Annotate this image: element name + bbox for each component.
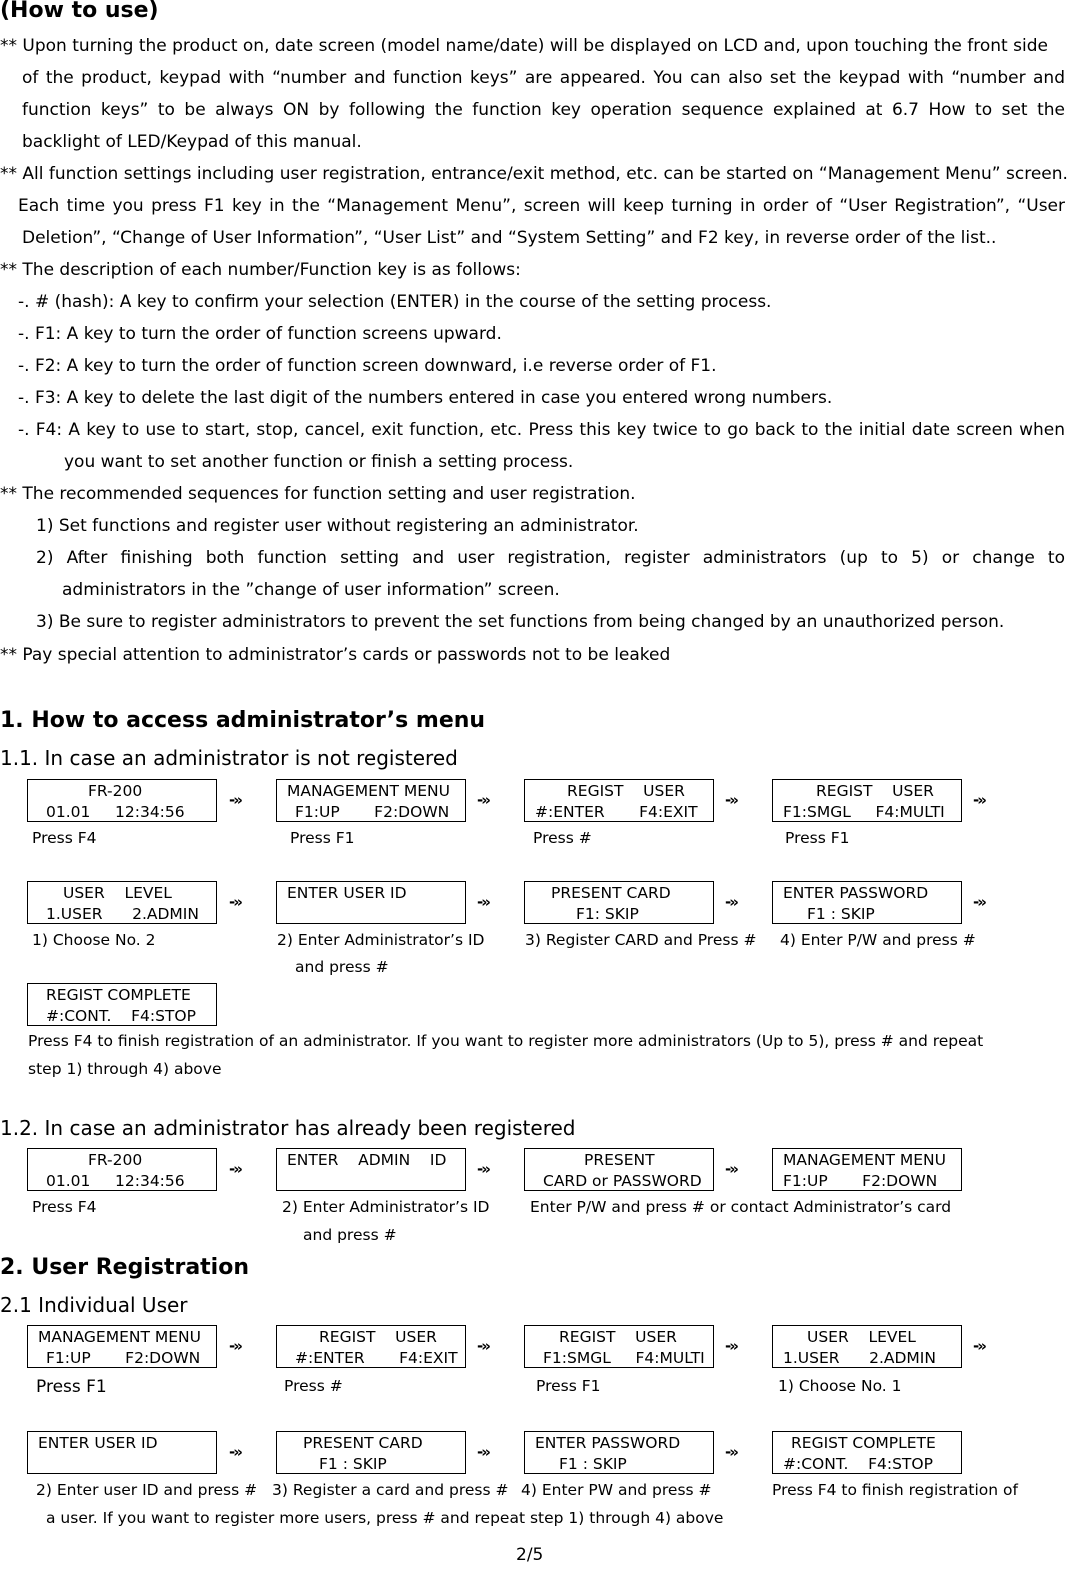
step-caption: Press F4 [32, 1198, 97, 1216]
lcd-line1: ENTER PASSWORD [535, 1434, 681, 1452]
section-1-title: 1. How to access administrator’s menu [0, 708, 486, 733]
step-caption: Press F1 [785, 829, 850, 847]
lcd-line1: FR-200 [88, 782, 143, 800]
step-caption: Press # [284, 1377, 343, 1395]
section-1-2-title: 1.2. In case an administrator has already been registered [0, 1116, 576, 1140]
arrow-icon: -» [973, 791, 985, 809]
lcd-line1: USER LEVEL [63, 884, 172, 902]
lcd-screen [276, 881, 466, 924]
lcd-screen [276, 1148, 466, 1191]
lcd-screen [524, 779, 714, 822]
lcd-screen [524, 881, 714, 924]
lcd-screen [772, 1325, 962, 1368]
lcd-screen [772, 1148, 962, 1191]
arrow-icon: -» [973, 1337, 985, 1355]
section-1-1-title: 1.1. In case an administrator is not registered [0, 746, 458, 770]
intro-p2-line1: ** All function settings including user registration, entrance/exit method, etc. can be started on “Management Menu” screen. [0, 164, 1068, 184]
lcd-line1: REGIST COMPLETE [46, 986, 191, 1004]
section-2-1-title: 2.1 Individual User [0, 1293, 188, 1317]
arrow-icon: -» [229, 1443, 241, 1461]
intro-p2-line3: Deletion”, “Change of User Information”, “User List” and “System Setting” and F2 key, in reverse order of the list.. [22, 228, 997, 248]
lcd-line1: PRESENT [584, 1151, 655, 1169]
arrow-icon: -» [477, 791, 489, 809]
lcd-line1: REGIST USER [816, 782, 934, 800]
section-1-1-note: Press F4 to finish registration of an administrator. If you want to register more administrators (Up to 5), press # and repeat [28, 1032, 984, 1050]
arrow-icon: -» [229, 791, 241, 809]
arrow-icon: -» [725, 1443, 737, 1461]
step-caption: 2) Enter Administrator’s ID [282, 1198, 490, 1216]
lcd-line2: #:CONT. F4:STOP [783, 1455, 933, 1473]
lcd-screen [772, 881, 962, 924]
lcd-line2: 01.01 12:34:56 [46, 1172, 185, 1190]
lcd-line2: CARD or PASSWORD [543, 1172, 702, 1190]
lcd-screen [27, 881, 217, 924]
lcd-line1: MANAGEMENT MENU [783, 1151, 946, 1169]
key-f4-desc: -. F4: A key to use to start, stop, cancel, exit function, etc. Press this key twice to go back to the initial date screen when [18, 420, 1065, 440]
step-caption: Press # [533, 829, 592, 847]
lcd-line1: PRESENT CARD [303, 1434, 423, 1452]
intro-p1-line4: backlight of LED/Keypad of this manual. [22, 132, 362, 152]
sequence-step-2: 2) After finishing both function setting and user registration, register administrators (up to 5) or change to [36, 548, 1065, 568]
step-caption: 2) Enter Administrator’s ID [277, 931, 485, 949]
arrow-icon: -» [229, 1160, 241, 1178]
section-1-1-note-cont: step 1) through 4) above [28, 1060, 222, 1078]
lcd-line1: ENTER USER ID [38, 1434, 158, 1452]
lcd-line1: MANAGEMENT MENU [287, 782, 450, 800]
lcd-line1: FR-200 [88, 1151, 143, 1169]
lcd-line1: USER LEVEL [807, 1328, 916, 1346]
lcd-line2: F1:UP F2:DOWN [295, 803, 450, 821]
lcd-screen [27, 983, 217, 1026]
step-caption: Press F4 to finish registration of [772, 1481, 1018, 1499]
lcd-line1: REGIST COMPLETE [791, 1434, 936, 1452]
step-caption: 4) Enter PW and press # [521, 1481, 712, 1499]
step-caption: Press F4 [32, 829, 97, 847]
lcd-screen [27, 1148, 217, 1191]
intro-p4-line1: ** The recommended sequences for function setting and user registration. [0, 484, 636, 504]
intro-p3-line1: ** The description of each number/Function key is as follows: [0, 260, 521, 280]
key-f4-desc-cont: you want to set another function or finish a setting process. [64, 452, 574, 472]
lcd-line2: F1 : SKIP [559, 1455, 627, 1473]
lcd-screen [276, 779, 466, 822]
intro-p1-line1: ** Upon turning the product on, date screen (model name/date) will be displayed on LCD and, upon touching the front side [0, 36, 1048, 56]
lcd-line1: REGIST USER [567, 782, 685, 800]
lcd-line2: F1:SMGL F4:MULTI [543, 1349, 705, 1367]
lcd-screen [276, 1431, 466, 1474]
lcd-screen [276, 1325, 466, 1368]
arrow-icon: -» [725, 893, 737, 911]
step-caption: 3) Register CARD and Press # [525, 931, 757, 949]
lcd-line2: #:CONT. F4:STOP [46, 1007, 196, 1025]
lcd-screen [27, 1431, 217, 1474]
step-caption: 2) Enter user ID and press # [36, 1481, 258, 1499]
key-f3-desc: -. F3: A key to delete the last digit of the numbers entered in case you entered wrong numbers. [18, 388, 833, 408]
lcd-line2: #:ENTER F4:EXIT [295, 1349, 458, 1367]
lcd-line1: REGIST USER [319, 1328, 437, 1346]
key-hash-desc: -. # (hash): A key to confirm your selection (ENTER) in the course of the setting process. [18, 292, 772, 312]
lcd-line1: ENTER USER ID [287, 884, 407, 902]
lcd-line2: 01.01 12:34:56 [46, 803, 185, 821]
arrow-icon: -» [229, 1337, 241, 1355]
arrow-icon: -» [477, 1443, 489, 1461]
lcd-line1: ENTER PASSWORD [783, 884, 929, 902]
step-caption: Press F1 [36, 1377, 107, 1397]
step-caption: Enter P/W and press # or contact Administrator’s card [530, 1198, 952, 1216]
sequence-step-3: 3) Be sure to register administrators to prevent the set functions from being changed by an unauthorized person. [36, 612, 1005, 632]
lcd-screen [524, 1431, 714, 1474]
arrow-icon: -» [725, 791, 737, 809]
lcd-line2: #:ENTER F4:EXIT [535, 803, 698, 821]
key-f1-desc: -. F1: A key to turn the order of function screens upward. [18, 324, 502, 344]
lcd-line2: F1: SKIP [576, 905, 639, 923]
lcd-line1: ENTER ADMIN ID [287, 1151, 447, 1169]
lcd-screen [27, 779, 217, 822]
intro-p1-line3: function keys” to be always ON by following the function key operation sequence explained at 6.7 How to set the [22, 100, 1065, 120]
lcd-screen [772, 1431, 962, 1474]
arrow-icon: -» [477, 893, 489, 911]
arrow-icon: -» [477, 1337, 489, 1355]
arrow-icon: -» [725, 1337, 737, 1355]
arrow-icon: -» [973, 893, 985, 911]
step-caption: Press F1 [536, 1377, 601, 1395]
lcd-line2: F1:UP F2:DOWN [46, 1349, 201, 1367]
lcd-line2: F1 : SKIP [807, 905, 875, 923]
lcd-line2: F1 : SKIP [319, 1455, 387, 1473]
lcd-line1: REGIST USER [559, 1328, 677, 1346]
page-heading: (How to use) [0, 0, 159, 23]
sequence-step-1: 1) Set functions and register user without registering an administrator. [36, 516, 639, 536]
arrow-icon: -» [477, 1160, 489, 1178]
page-number: 2/5 [516, 1545, 544, 1565]
lcd-line1: PRESENT CARD [551, 884, 671, 902]
section-2-title: 2. User Registration [0, 1255, 250, 1280]
lcd-line2: F1:SMGL F4:MULTI [783, 803, 945, 821]
step-caption: Press F1 [290, 829, 355, 847]
lcd-screen [772, 779, 962, 822]
intro-p5: ** Pay special attention to administrator’s cards or passwords not to be leaked [0, 645, 671, 665]
intro-p2-line2: Each time you press F1 key in the “Management Menu”, screen will keep turning in order of “User Registration”, “User [18, 196, 1065, 216]
lcd-screen [524, 1148, 714, 1191]
step-caption: 3) Register a card and press # [272, 1481, 509, 1499]
lcd-screen [27, 1325, 217, 1368]
step-caption: 4) Enter P/W and press # [780, 931, 976, 949]
step-caption-cont: and press # [295, 958, 389, 976]
lcd-line2: F1:UP F2:DOWN [783, 1172, 938, 1190]
key-f2-desc: -. F2: A key to turn the order of function screen downward, i.e reverse order of F1. [18, 356, 717, 376]
sequence-step-2-cont: administrators in the ”change of user information” screen. [62, 580, 560, 600]
arrow-icon: -» [725, 1160, 737, 1178]
lcd-screen [524, 1325, 714, 1368]
step-caption: 1) Choose No. 2 [32, 931, 156, 949]
section-2-1-note: a user. If you want to register more users, press # and repeat step 1) through 4) above [46, 1509, 724, 1527]
lcd-line2: 1.USER 2.ADMIN [783, 1349, 936, 1367]
lcd-line2: 1.USER 2.ADMIN [46, 905, 199, 923]
step-caption: 1) Choose No. 1 [778, 1377, 902, 1395]
intro-p1-line2: of the product, keypad with “number and function keys” are appeared. You can also set the keypad with “number and [22, 68, 1065, 88]
lcd-line1: MANAGEMENT MENU [38, 1328, 201, 1346]
step-caption-cont: and press # [303, 1226, 397, 1244]
arrow-icon: -» [229, 893, 241, 911]
